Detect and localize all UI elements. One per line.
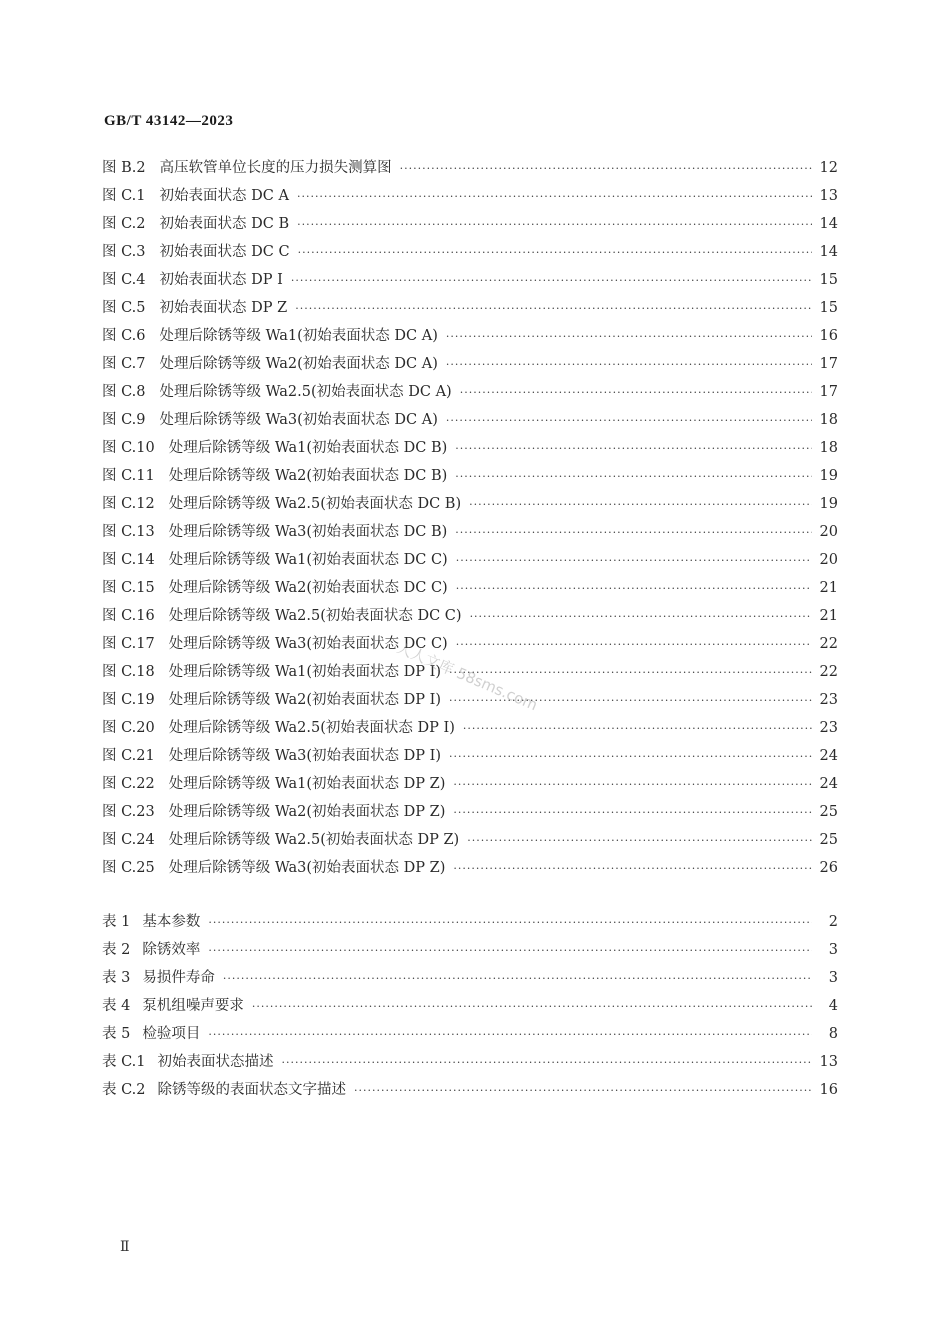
entry-page-number: 8 — [828, 1026, 838, 1042]
dot-leader — [449, 659, 812, 687]
entry-label: 表 2 — [102, 942, 131, 958]
entry-page-number: 2 — [828, 914, 838, 930]
figure-entry[interactable] — [102, 210, 838, 238]
dot-leader — [446, 323, 812, 351]
entry-label: 图 C.20 — [102, 720, 155, 736]
dot-leader — [446, 351, 812, 379]
dot-leader — [449, 687, 812, 715]
entry-title: 处理后除锈等级 Wa1(初始表面状态 DC B) — [168, 440, 448, 456]
entry-title: 处理后除锈等级 Wa2.5(初始表面状态 DC B) — [168, 496, 462, 512]
entry-label: 图 C.9 — [102, 412, 146, 428]
entry-title: 处理后除锈等级 Wa1(初始表面状态 DC C) — [168, 552, 448, 568]
table-list — [102, 908, 838, 1104]
entry-page-number: 20 — [819, 524, 838, 540]
entry-label: 表 C.2 — [102, 1082, 146, 1098]
entry-page-number: 21 — [819, 580, 838, 596]
dot-leader — [223, 965, 812, 993]
entry-page-number: 22 — [819, 664, 838, 680]
entry-page-number: 20 — [819, 552, 838, 568]
figure-entry[interactable] — [102, 406, 838, 434]
entry-title: 处理后除锈等级 Wa3(初始表面状态 DC C) — [168, 636, 448, 652]
entry-label: 图 C.1 — [102, 188, 146, 204]
figure-entry[interactable] — [102, 294, 838, 322]
entry-title: 初始表面状态 DC B — [159, 216, 290, 232]
table-entry[interactable] — [102, 992, 838, 1020]
entry-title: 处理后除锈等级 Wa3(初始表面状态 DC A) — [159, 412, 438, 428]
entry-title: 处理后除锈等级 Wa2(初始表面状态 DP I) — [168, 692, 442, 708]
entry-label: 图 C.14 — [102, 552, 155, 568]
entry-label: 图 C.16 — [102, 608, 155, 624]
entry-label: 表 C.1 — [102, 1054, 146, 1070]
table-entry[interactable] — [102, 1020, 838, 1048]
entry-title: 除锈效率 — [142, 942, 201, 958]
entry-label: 图 C.13 — [102, 524, 155, 540]
table-entry[interactable] — [102, 964, 838, 992]
entry-title: 处理后除锈等级 Wa3(初始表面状态 DP I) — [168, 748, 442, 764]
figure-entry[interactable] — [102, 266, 838, 294]
figure-entry[interactable] — [102, 350, 838, 378]
entry-label: 表 3 — [102, 970, 131, 986]
entry-title: 初始表面状态 DC A — [159, 188, 289, 204]
entry-page-number: 18 — [819, 412, 838, 428]
entry-label: 图 C.19 — [102, 692, 155, 708]
dot-leader — [455, 519, 812, 547]
entry-label: 图 C.8 — [102, 384, 146, 400]
entry-page-number: 13 — [819, 1054, 838, 1070]
entry-page-number: 14 — [819, 244, 838, 260]
page-number: Ⅱ — [120, 1239, 130, 1255]
figure-entry[interactable] — [102, 658, 838, 686]
figure-entry[interactable] — [102, 490, 838, 518]
entry-page-number: 25 — [819, 804, 838, 820]
dot-leader — [455, 463, 812, 491]
entry-page-number: 17 — [819, 384, 838, 400]
entry-page-number: 3 — [828, 942, 838, 958]
figure-entry[interactable] — [102, 630, 838, 658]
dot-leader — [467, 827, 812, 855]
dot-leader — [298, 239, 812, 267]
dot-leader — [453, 799, 812, 827]
entry-page-number: 24 — [819, 776, 838, 792]
dot-leader — [446, 407, 812, 435]
entry-page-number: 25 — [819, 832, 838, 848]
dot-leader — [282, 1049, 812, 1077]
entry-title: 处理后除锈等级 Wa1(初始表面状态 DP I) — [168, 664, 442, 680]
figure-entry[interactable] — [102, 770, 838, 798]
dot-leader — [470, 603, 812, 631]
figure-entry[interactable] — [102, 434, 838, 462]
entry-label: 图 C.12 — [102, 496, 155, 512]
watermark: 人人文库 58sms.com — [394, 638, 541, 715]
entry-label: 图 C.2 — [102, 216, 146, 232]
entry-page-number: 12 — [819, 160, 838, 176]
entry-page-number: 13 — [819, 188, 838, 204]
entry-page-number: 23 — [819, 692, 838, 708]
entry-label: 图 C.4 — [102, 272, 146, 288]
figure-entry[interactable] — [102, 182, 838, 210]
entry-page-number: 3 — [828, 970, 838, 986]
entry-title: 处理后除锈等级 Wa2.5(初始表面状态 DP Z) — [168, 832, 460, 848]
standard-code: GB/T 43142—2023 — [104, 113, 234, 129]
entry-title: 初始表面状态 DC C — [159, 244, 290, 260]
figure-entry[interactable] — [102, 742, 838, 770]
dot-leader — [291, 267, 812, 295]
entry-title: 初始表面状态 DP Z — [159, 300, 288, 316]
entry-label: 图 C.11 — [102, 468, 155, 484]
entry-page-number: 14 — [819, 216, 838, 232]
entry-label: 图 C.22 — [102, 776, 155, 792]
entry-title: 检验项目 — [142, 1026, 201, 1042]
entry-page-number: 15 — [819, 300, 838, 316]
table-entry[interactable] — [102, 1048, 838, 1076]
entry-title: 处理后除锈等级 Wa3(初始表面状态 DC B) — [168, 524, 448, 540]
figure-entry[interactable] — [102, 826, 838, 854]
entry-page-number: 19 — [819, 496, 838, 512]
entry-page-number: 4 — [828, 998, 838, 1014]
entry-label: 图 C.23 — [102, 804, 155, 820]
entry-page-number: 18 — [819, 440, 838, 456]
dot-leader — [469, 491, 812, 519]
entry-label: 表 1 — [102, 914, 131, 930]
dot-leader — [295, 295, 812, 323]
entry-label: 图 C.21 — [102, 748, 155, 764]
figure-entry[interactable] — [102, 322, 838, 350]
dot-leader — [208, 937, 812, 965]
dot-leader — [460, 379, 812, 407]
entry-page-number: 16 — [819, 328, 838, 344]
entry-label: 图 B.2 — [102, 160, 146, 176]
table-entry[interactable] — [102, 908, 838, 936]
entry-title: 处理后除锈等级 Wa2(初始表面状态 DC A) — [159, 356, 438, 372]
dot-leader — [252, 993, 812, 1021]
figure-list — [102, 154, 838, 882]
entry-label: 图 C.6 — [102, 328, 146, 344]
entry-page-number: 22 — [819, 636, 838, 652]
table-entry[interactable] — [102, 936, 838, 964]
entry-page-number: 26 — [819, 860, 838, 876]
entry-title: 处理后除锈等级 Wa2.5(初始表面状态 DC C) — [168, 608, 462, 624]
dot-leader — [455, 435, 812, 463]
entry-label: 图 C.25 — [102, 860, 155, 876]
figure-entry[interactable] — [102, 462, 838, 490]
entry-title: 泵机组噪声要求 — [142, 998, 244, 1014]
figure-entry[interactable] — [102, 854, 838, 882]
entry-title: 处理后除锈等级 Wa3(初始表面状态 DP Z) — [168, 860, 446, 876]
dot-leader — [449, 743, 812, 771]
entry-title: 处理后除锈等级 Wa2(初始表面状态 DC C) — [168, 580, 448, 596]
entry-label: 图 C.7 — [102, 356, 146, 372]
figure-entry[interactable] — [102, 798, 838, 826]
entry-title: 除锈等级的表面状态文字描述 — [157, 1082, 347, 1098]
entry-page-number: 16 — [819, 1082, 838, 1098]
entry-label: 图 C.5 — [102, 300, 146, 316]
entry-title: 高压软管单位长度的压力损失测算图 — [159, 160, 392, 176]
entry-title: 处理后除锈等级 Wa1(初始表面状态 DC A) — [159, 328, 438, 344]
entry-title: 处理后除锈等级 Wa1(初始表面状态 DP Z) — [168, 776, 446, 792]
entry-label: 图 C.10 — [102, 440, 155, 456]
entry-page-number: 15 — [819, 272, 838, 288]
entry-page-number: 24 — [819, 748, 838, 764]
entry-page-number: 23 — [819, 720, 838, 736]
figure-entry[interactable] — [102, 518, 838, 546]
entry-page-number: 17 — [819, 356, 838, 372]
table-entry[interactable] — [102, 1076, 838, 1104]
figure-entry[interactable] — [102, 546, 838, 574]
entry-label: 表 5 — [102, 1026, 131, 1042]
entry-title: 处理后除锈等级 Wa2(初始表面状态 DC B) — [168, 468, 448, 484]
dot-leader — [297, 183, 812, 211]
figure-entry[interactable] — [102, 686, 838, 714]
entry-title: 处理后除锈等级 Wa2.5(初始表面状态 DP I) — [168, 720, 455, 736]
dot-leader — [297, 211, 812, 239]
figure-entry[interactable] — [102, 238, 838, 266]
dot-leader — [208, 1021, 812, 1049]
figure-entry[interactable] — [102, 378, 838, 406]
entry-label: 图 C.18 — [102, 664, 155, 680]
dot-leader — [354, 1077, 812, 1105]
entry-label: 图 C.17 — [102, 636, 155, 652]
figure-entry[interactable] — [102, 154, 838, 182]
dot-leader — [456, 547, 812, 575]
dot-leader — [208, 909, 812, 937]
figure-entry[interactable] — [102, 714, 838, 742]
figure-entry[interactable] — [102, 602, 838, 630]
entry-page-number: 19 — [819, 468, 838, 484]
dot-leader — [463, 715, 812, 743]
entry-label: 表 4 — [102, 998, 131, 1014]
entry-page-number: 21 — [819, 608, 838, 624]
dot-leader — [453, 771, 812, 799]
dot-leader — [400, 155, 812, 183]
entry-title: 初始表面状态 DP I — [159, 272, 283, 288]
figure-entry[interactable] — [102, 574, 838, 602]
dot-leader — [456, 631, 812, 659]
entry-title: 易损件寿命 — [142, 970, 215, 986]
dot-leader — [456, 575, 812, 603]
entry-label: 图 C.24 — [102, 832, 155, 848]
dot-leader — [453, 855, 812, 883]
entry-label: 图 C.15 — [102, 580, 155, 596]
entry-title: 基本参数 — [142, 914, 201, 930]
entry-label: 图 C.3 — [102, 244, 146, 260]
entry-title: 处理后除锈等级 Wa2.5(初始表面状态 DC A) — [159, 384, 452, 400]
entry-title: 初始表面状态描述 — [157, 1054, 274, 1070]
entry-title: 处理后除锈等级 Wa2(初始表面状态 DP Z) — [168, 804, 446, 820]
